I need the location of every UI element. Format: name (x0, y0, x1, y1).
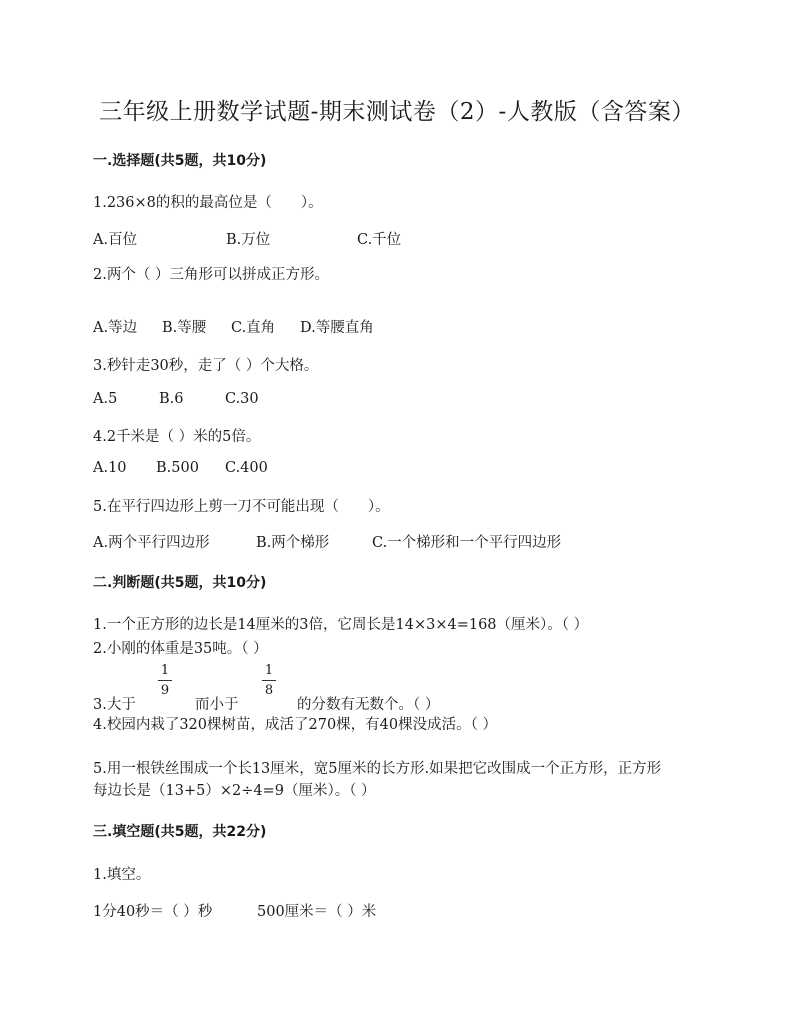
section-heading-judge: 二.判断题(共5题，共10分) (93, 575, 267, 591)
question-1-1: 1.236×8的积的最高位是（ ）。 (93, 195, 323, 211)
section-heading-fill: 三.填空题(共5题，共22分) (93, 824, 267, 840)
option-b: B.6 (159, 391, 184, 407)
question-2-3-suffix: 的分数有无数个。（ ） (297, 697, 440, 713)
question-2-5-line1: 5.用一根铁丝围成一个长13厘米，宽5厘米的长方形.如果把它改围成一个正方形，正方形 (93, 761, 662, 777)
option-c: C.直角 (231, 320, 276, 336)
option-a: A.10 (93, 460, 127, 476)
question-1-3: 3.秒针走30秒，走了（ ）个大格。 (93, 358, 319, 374)
question-2-2: 2.小刚的体重是35吨。（ ） (93, 641, 268, 657)
question-2-3-prefix: 3.大于 (93, 697, 136, 713)
option-b: B.等腰 (162, 320, 207, 336)
fraction-numerator: 1 (160, 663, 170, 678)
option-b: B.两个梯形 (256, 535, 330, 551)
question-2-5-line2: 每边长是（13+5）×2÷4=9（厘米）。（ ） (93, 783, 376, 799)
option-a: A.5 (93, 391, 118, 407)
option-a: A.等边 (93, 320, 138, 336)
question-1-5: 5.在平行四边形上剪一刀不可能出现（ ）。 (93, 499, 390, 515)
option-c: C.400 (225, 460, 268, 476)
question-1-2: 2.两个（ ）三角形可以拼成正方形。 (93, 267, 329, 283)
option-c: C.千位 (357, 232, 402, 248)
fill-item-seconds: 1分40秒＝（ ）秒 (93, 904, 213, 920)
option-b: B.万位 (226, 232, 271, 248)
page-title: 三年级上册数学试题-期末测试卷（2）-人教版（含答案） (99, 99, 695, 125)
option-d: D.等腰直角 (300, 320, 374, 336)
option-b: B.500 (156, 460, 199, 476)
question-3-1: 1.填空。 (93, 867, 151, 883)
section-heading-choice: 一.选择题(共5题，共10分) (93, 153, 267, 169)
fraction-bar (158, 680, 172, 681)
question-1-4: 4.2千米是（ ）米的5倍。 (93, 429, 261, 445)
option-c: C.一个梯形和一个平行四边形 (372, 535, 562, 551)
fraction-denominator: 8 (264, 683, 274, 698)
fraction-numerator: 1 (264, 663, 274, 678)
fraction-one-eighth (262, 663, 276, 698)
fraction-one-ninth (158, 663, 172, 698)
fraction-denominator: 9 (160, 683, 170, 698)
question-2-3-middle: 而小于 (195, 697, 239, 713)
fraction-bar (262, 680, 276, 681)
fill-item-meters: 500厘米＝（ ）米 (257, 904, 377, 920)
question-2-4: 4.校园内栽了320棵树苗，成活了270棵，有40棵没成活。（ ） (93, 717, 497, 733)
question-2-1: 1.一个正方形的边长是14厘米的3倍，它周长是14×3×4=168（厘米）。（ ） (93, 617, 589, 633)
option-a: A.两个平行四边形 (93, 535, 210, 551)
option-c: C.30 (225, 391, 259, 407)
option-a: A.百位 (93, 232, 138, 248)
